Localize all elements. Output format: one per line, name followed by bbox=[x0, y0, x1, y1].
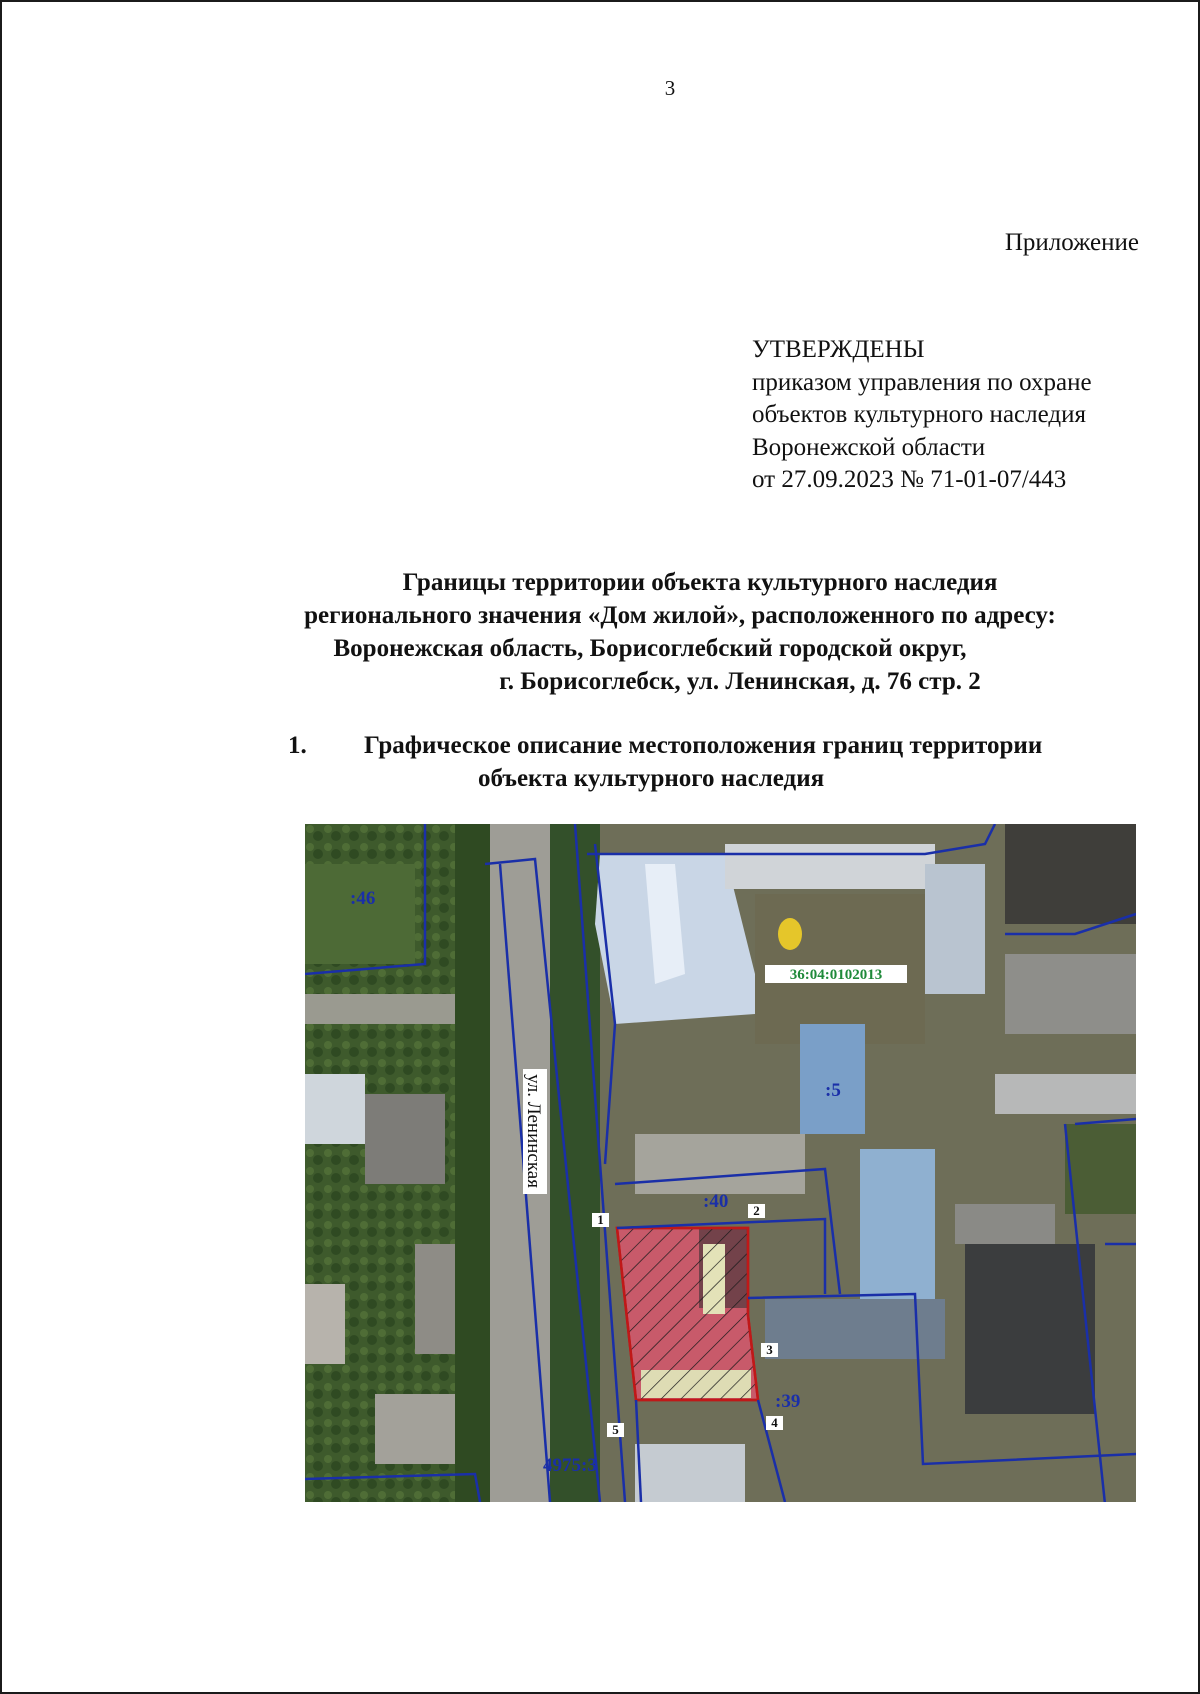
roof-building bbox=[725, 844, 935, 889]
roof-building bbox=[635, 1444, 745, 1502]
tree-line bbox=[455, 824, 490, 1502]
approval-line: приказом управления по охране bbox=[752, 368, 1092, 396]
title-line: Воронежская область, Борисоглебский городской округ, bbox=[333, 635, 967, 662]
aerial-map-svg bbox=[305, 824, 1136, 1502]
vegetation bbox=[1065, 1124, 1136, 1214]
boundary-map bbox=[305, 824, 1136, 1502]
boundary-point-label: 3 bbox=[766, 1342, 773, 1357]
parcel-label: :39 bbox=[775, 1391, 801, 1412]
title-line: регионального значения «Дом жилой», расположенного по адресу: bbox=[304, 602, 1056, 629]
parcel-label: :40 bbox=[703, 1191, 729, 1212]
roof-building bbox=[955, 1204, 1055, 1244]
title-line: Границы территории объекта культурного наследия bbox=[402, 569, 998, 596]
roof-building bbox=[995, 1074, 1136, 1114]
parcel-label: :46 bbox=[350, 888, 376, 909]
parcel-label: :5 bbox=[825, 1080, 841, 1101]
tree-line bbox=[550, 824, 600, 1502]
section-heading-line: Графическое описание местоположения границ территории bbox=[364, 732, 1043, 759]
boundary-point-label: 5 bbox=[612, 1422, 619, 1437]
approval-line: от 27.09.2023 № 71-01-07/443 bbox=[752, 466, 1067, 493]
yard-area bbox=[305, 864, 415, 964]
heritage-territory-hatch bbox=[617, 1228, 758, 1400]
section-heading-line: объекта культурного наследия bbox=[478, 765, 825, 792]
title-line: г. Борисоглебск, ул. Ленинская, д. 76 стр. 2 bbox=[499, 668, 981, 695]
long-building bbox=[860, 1149, 935, 1299]
roof-building bbox=[375, 1394, 465, 1464]
section-number: 1. bbox=[288, 732, 307, 759]
parcel-label: 4975:3 bbox=[543, 1455, 597, 1476]
roof-building bbox=[305, 1284, 345, 1364]
roof-building bbox=[305, 1074, 365, 1144]
boundary-point-label: 1 bbox=[597, 1212, 604, 1227]
approval-line: объектов культурного наследия bbox=[752, 401, 1086, 428]
side-road bbox=[305, 994, 455, 1024]
approval-line: УТВЕРЖДЕНЫ bbox=[752, 336, 925, 363]
dark-building bbox=[1005, 824, 1136, 924]
roof-building bbox=[635, 1134, 805, 1194]
vehicle-shape bbox=[778, 918, 802, 950]
street-label: ул. Ленинская bbox=[523, 1074, 544, 1188]
document-title bbox=[240, 566, 1120, 698]
dark-building bbox=[965, 1244, 1095, 1414]
building-parcel-5 bbox=[800, 1024, 865, 1134]
roof-building bbox=[1005, 954, 1136, 1034]
street-label-group bbox=[523, 1069, 547, 1194]
boundary-point-label: 4 bbox=[771, 1415, 778, 1430]
page-number: 3 bbox=[664, 76, 676, 100]
cadastral-block-label: 36:04:0102013 bbox=[789, 967, 883, 983]
approval-block bbox=[752, 334, 1092, 497]
boundary-point-label: 2 bbox=[753, 1203, 760, 1218]
roof-building bbox=[365, 1094, 445, 1184]
approval-line: Воронежской области bbox=[752, 433, 986, 461]
appendix-label: Приложение bbox=[1004, 229, 1139, 256]
roof-building bbox=[925, 864, 985, 994]
